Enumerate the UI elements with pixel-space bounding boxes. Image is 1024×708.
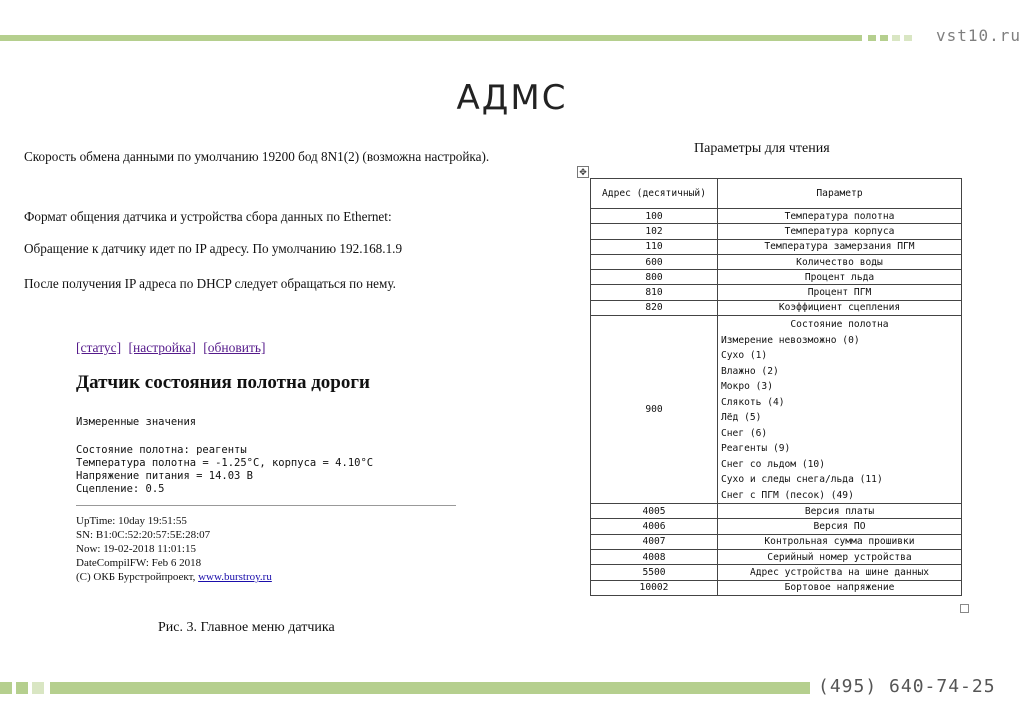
cell-address: 4006	[591, 519, 718, 534]
status-line: Температура полотна = -1.25°C, корпуса = 4.10°C	[76, 457, 374, 469]
cell-address: 4007	[591, 534, 718, 549]
table-row	[591, 519, 962, 534]
link-refresh[interactable]: [обновить]	[203, 340, 266, 355]
table-row	[591, 534, 962, 549]
cell-address: 820	[591, 300, 718, 315]
info-line: UpTime: 10day 19:51:55	[76, 515, 187, 527]
cell-parameter: Контрольная сумма прошивки	[718, 534, 962, 549]
cell-address: 110	[591, 239, 718, 254]
phone-number: (495) 640-74-25	[818, 676, 996, 697]
table-row	[591, 239, 962, 254]
header-parameter: Параметр	[718, 179, 962, 209]
table-row	[591, 504, 962, 519]
table-row	[591, 254, 962, 269]
cell-address: 800	[591, 270, 718, 285]
table-resize-handle-icon[interactable]	[960, 604, 969, 613]
cell-address: 900	[591, 316, 718, 504]
state-value: Сухо (1)	[721, 350, 768, 362]
footer-accent-square	[0, 682, 12, 694]
figure-caption: Рис. 3. Главное меню датчика	[158, 620, 335, 635]
cell-parameter: Бортовое напряжение	[718, 580, 962, 595]
table-title: Параметры для чтения	[694, 141, 830, 156]
cell-address: 810	[591, 285, 718, 300]
footer-accent-square	[32, 682, 44, 694]
header-accent-square	[868, 35, 876, 41]
cell-address: 10002	[591, 580, 718, 595]
header-accent-square	[904, 35, 912, 41]
slide-title: АДМС	[456, 78, 568, 118]
cell-parameter: Температура корпуса	[718, 224, 962, 239]
state-value: Влажно (2)	[721, 365, 779, 377]
cell-parameter: Серийный номер устройства	[718, 549, 962, 564]
cell-parameter: Процент льда	[718, 270, 962, 285]
brand-url: vst10.ru	[936, 26, 1022, 45]
cell-address: 5500	[591, 565, 718, 580]
table-row	[591, 565, 962, 580]
table-row-state	[591, 316, 962, 504]
info-line: DateCompilFW: Feb 6 2018	[76, 557, 202, 569]
table-row	[591, 580, 962, 595]
footer-accent-square	[16, 682, 28, 694]
state-value: Снег (6)	[721, 427, 768, 439]
info-line: SN: B1:0C:52:20:57:5E:28:07	[76, 529, 211, 541]
state-value: Измерение невозможно (0)	[721, 334, 860, 346]
cell-parameter: Версия ПО	[718, 519, 962, 534]
status-line: Состояние полотна: реагенты	[76, 444, 247, 456]
cell-parameter: Количество воды	[718, 254, 962, 269]
table-row	[591, 224, 962, 239]
paragraph-baud-rate: Скорость обмена данными по умолчанию 19200 бод 8N1(2) (возможна настройка).	[24, 149, 490, 164]
state-value: Снег с ПГМ (песок) (49)	[721, 489, 854, 501]
copyright-text: (C) ОКБ Бурстройпроект,	[76, 571, 199, 583]
divider	[76, 505, 456, 506]
table-row	[591, 270, 962, 285]
copyright-line	[76, 571, 272, 583]
sensor-page-title: Датчик состояния полотна дороги	[76, 372, 370, 393]
cell-address: 102	[591, 224, 718, 239]
cell-address: 4008	[591, 549, 718, 564]
header-accent-square	[880, 35, 888, 41]
cell-address: 600	[591, 254, 718, 269]
link-settings[interactable]: [настройка]	[128, 340, 196, 355]
link-status[interactable]: [статус]	[76, 340, 122, 355]
state-value: Лёд (5)	[721, 412, 762, 424]
state-title: Состояние полотна	[790, 319, 889, 331]
state-value: Реагенты (9)	[721, 443, 791, 455]
table-row	[591, 285, 962, 300]
paragraph-dhcp: После получения IP адреса по DHCP следует обращаться по нему.	[24, 276, 396, 291]
cell-parameter: Температура полотна	[718, 209, 962, 224]
header-accent-bar	[0, 35, 862, 41]
table-row	[591, 300, 962, 315]
header-accent-square	[892, 35, 900, 41]
state-value: Сухо и следы снега/льда (11)	[721, 474, 883, 486]
status-line: Напряжение питания = 14.03 В	[76, 470, 254, 482]
table-row	[591, 209, 962, 224]
footer-accent-bar	[50, 682, 810, 694]
cell-address: 100	[591, 209, 718, 224]
cell-address: 4005	[591, 504, 718, 519]
status-line: Сцепление: 0.5	[76, 483, 165, 495]
table-header-row	[591, 179, 962, 209]
table-row	[591, 549, 962, 564]
cell-parameter: Коэффициент сцепления	[718, 300, 962, 315]
measured-values-label: Измеренные значения	[76, 416, 197, 428]
state-value: Слякоть (4)	[721, 396, 785, 408]
state-value: Мокро (3)	[721, 381, 773, 393]
info-line: Now: 19-02-2018 11:01:15	[76, 543, 196, 555]
sensor-nav-links	[76, 340, 270, 356]
paragraph-ethernet-format: Формат общения датчика и устройства сбора данных по Ethernet:	[24, 209, 392, 224]
header-address: Адрес (десятичный)	[591, 179, 718, 209]
cell-parameter: Температура замерзания ПГМ	[718, 239, 962, 254]
cell-parameter: Адрес устройства на шине данных	[718, 565, 962, 580]
cell-parameter: Процент ПГМ	[718, 285, 962, 300]
table-move-handle-icon[interactable]: ✥	[577, 166, 589, 178]
parameters-table	[590, 178, 962, 596]
copyright-link[interactable]: www.burstroy.ru	[198, 571, 272, 583]
state-value: Снег со льдом (10)	[721, 458, 825, 470]
cell-parameter: Версия платы	[718, 504, 962, 519]
paragraph-ip-address: Обращение к датчику идет по IP адресу. По умолчанию 192.168.1.9	[24, 241, 403, 256]
cell-state-values	[718, 316, 962, 504]
